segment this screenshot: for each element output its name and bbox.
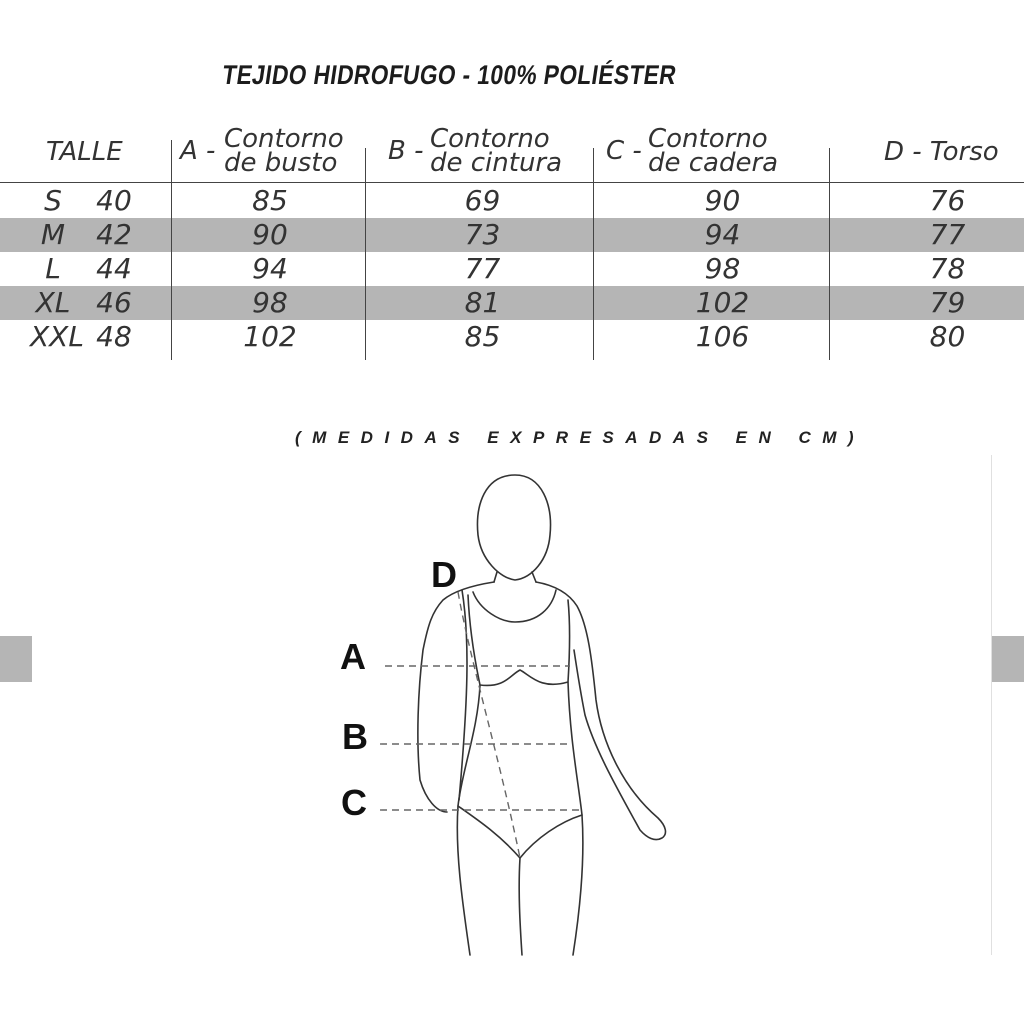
- cell-size: L: [45, 252, 61, 285]
- cell-b: 77: [464, 252, 501, 285]
- cell-c: 102: [695, 286, 750, 319]
- cell-a: 94: [252, 252, 288, 285]
- page-title: TEJIDO HIDROFUGO - 100% POLIÉSTER: [220, 60, 679, 90]
- header-hip-line2: de cadera: [648, 148, 779, 178]
- cell-c: 94: [704, 218, 741, 251]
- cell-size: XL: [35, 286, 71, 319]
- header-waist-line2: de cintura: [430, 148, 563, 178]
- figure-left-leg: [457, 806, 470, 955]
- header-bust-prefix: A -: [180, 136, 216, 166]
- cell-size: M: [40, 218, 66, 251]
- cell-num: 46: [96, 286, 132, 319]
- cell-b: 81: [464, 286, 501, 319]
- figure-head: [477, 475, 550, 580]
- cell-c: 98: [704, 252, 741, 285]
- header-bust-line2: de busto: [224, 148, 338, 178]
- cell-a: 85: [252, 184, 288, 217]
- cell-num: 48: [96, 320, 132, 353]
- header-hip-line1: Contorno: [648, 124, 768, 154]
- cell-d: 76: [929, 184, 966, 217]
- header-bust-line1: Contorno: [224, 124, 344, 154]
- cell-a: 98: [252, 286, 288, 319]
- figure-torso: [468, 595, 570, 685]
- cell-b: 69: [464, 184, 501, 217]
- cell-c: 106: [695, 320, 750, 353]
- header-hip-prefix: C -: [606, 136, 642, 166]
- torso-measure-line: [458, 592, 520, 858]
- cell-size: XXL: [30, 320, 84, 353]
- header-size-label: TALLE: [46, 137, 123, 167]
- cell-c: 90: [704, 184, 741, 217]
- cell-b: 85: [464, 320, 501, 353]
- figure-right-leg: [573, 815, 583, 955]
- header-waist-prefix: B -: [388, 136, 424, 166]
- header-torso-label: D - Torso: [884, 137, 999, 167]
- cell-b: 73: [464, 218, 501, 251]
- figure-leotard: [458, 682, 582, 858]
- cell-num: 44: [96, 252, 132, 285]
- label-d: D: [431, 554, 457, 595]
- figure-neckline: [473, 590, 556, 622]
- cell-a: 90: [252, 218, 288, 251]
- cell-a: 102: [243, 320, 297, 353]
- figure-inner-leg: [519, 858, 522, 955]
- cell-size: S: [44, 184, 62, 217]
- cell-d: 78: [929, 252, 966, 285]
- cell-num: 40: [96, 184, 132, 217]
- cell-d: 77: [929, 218, 966, 251]
- header-waist-line1: Contorno: [430, 124, 550, 154]
- label-a: A: [340, 636, 366, 677]
- label-c: C: [341, 782, 367, 823]
- figure-right-arm: [536, 582, 665, 840]
- figure-left-arm: [418, 582, 494, 812]
- cell-num: 42: [96, 218, 132, 251]
- cell-d: 80: [929, 320, 966, 353]
- units-note: (MEDIDAS EXPRESADAS EN CM): [295, 428, 866, 447]
- cell-d: 79: [929, 286, 966, 319]
- label-b: B: [342, 716, 368, 757]
